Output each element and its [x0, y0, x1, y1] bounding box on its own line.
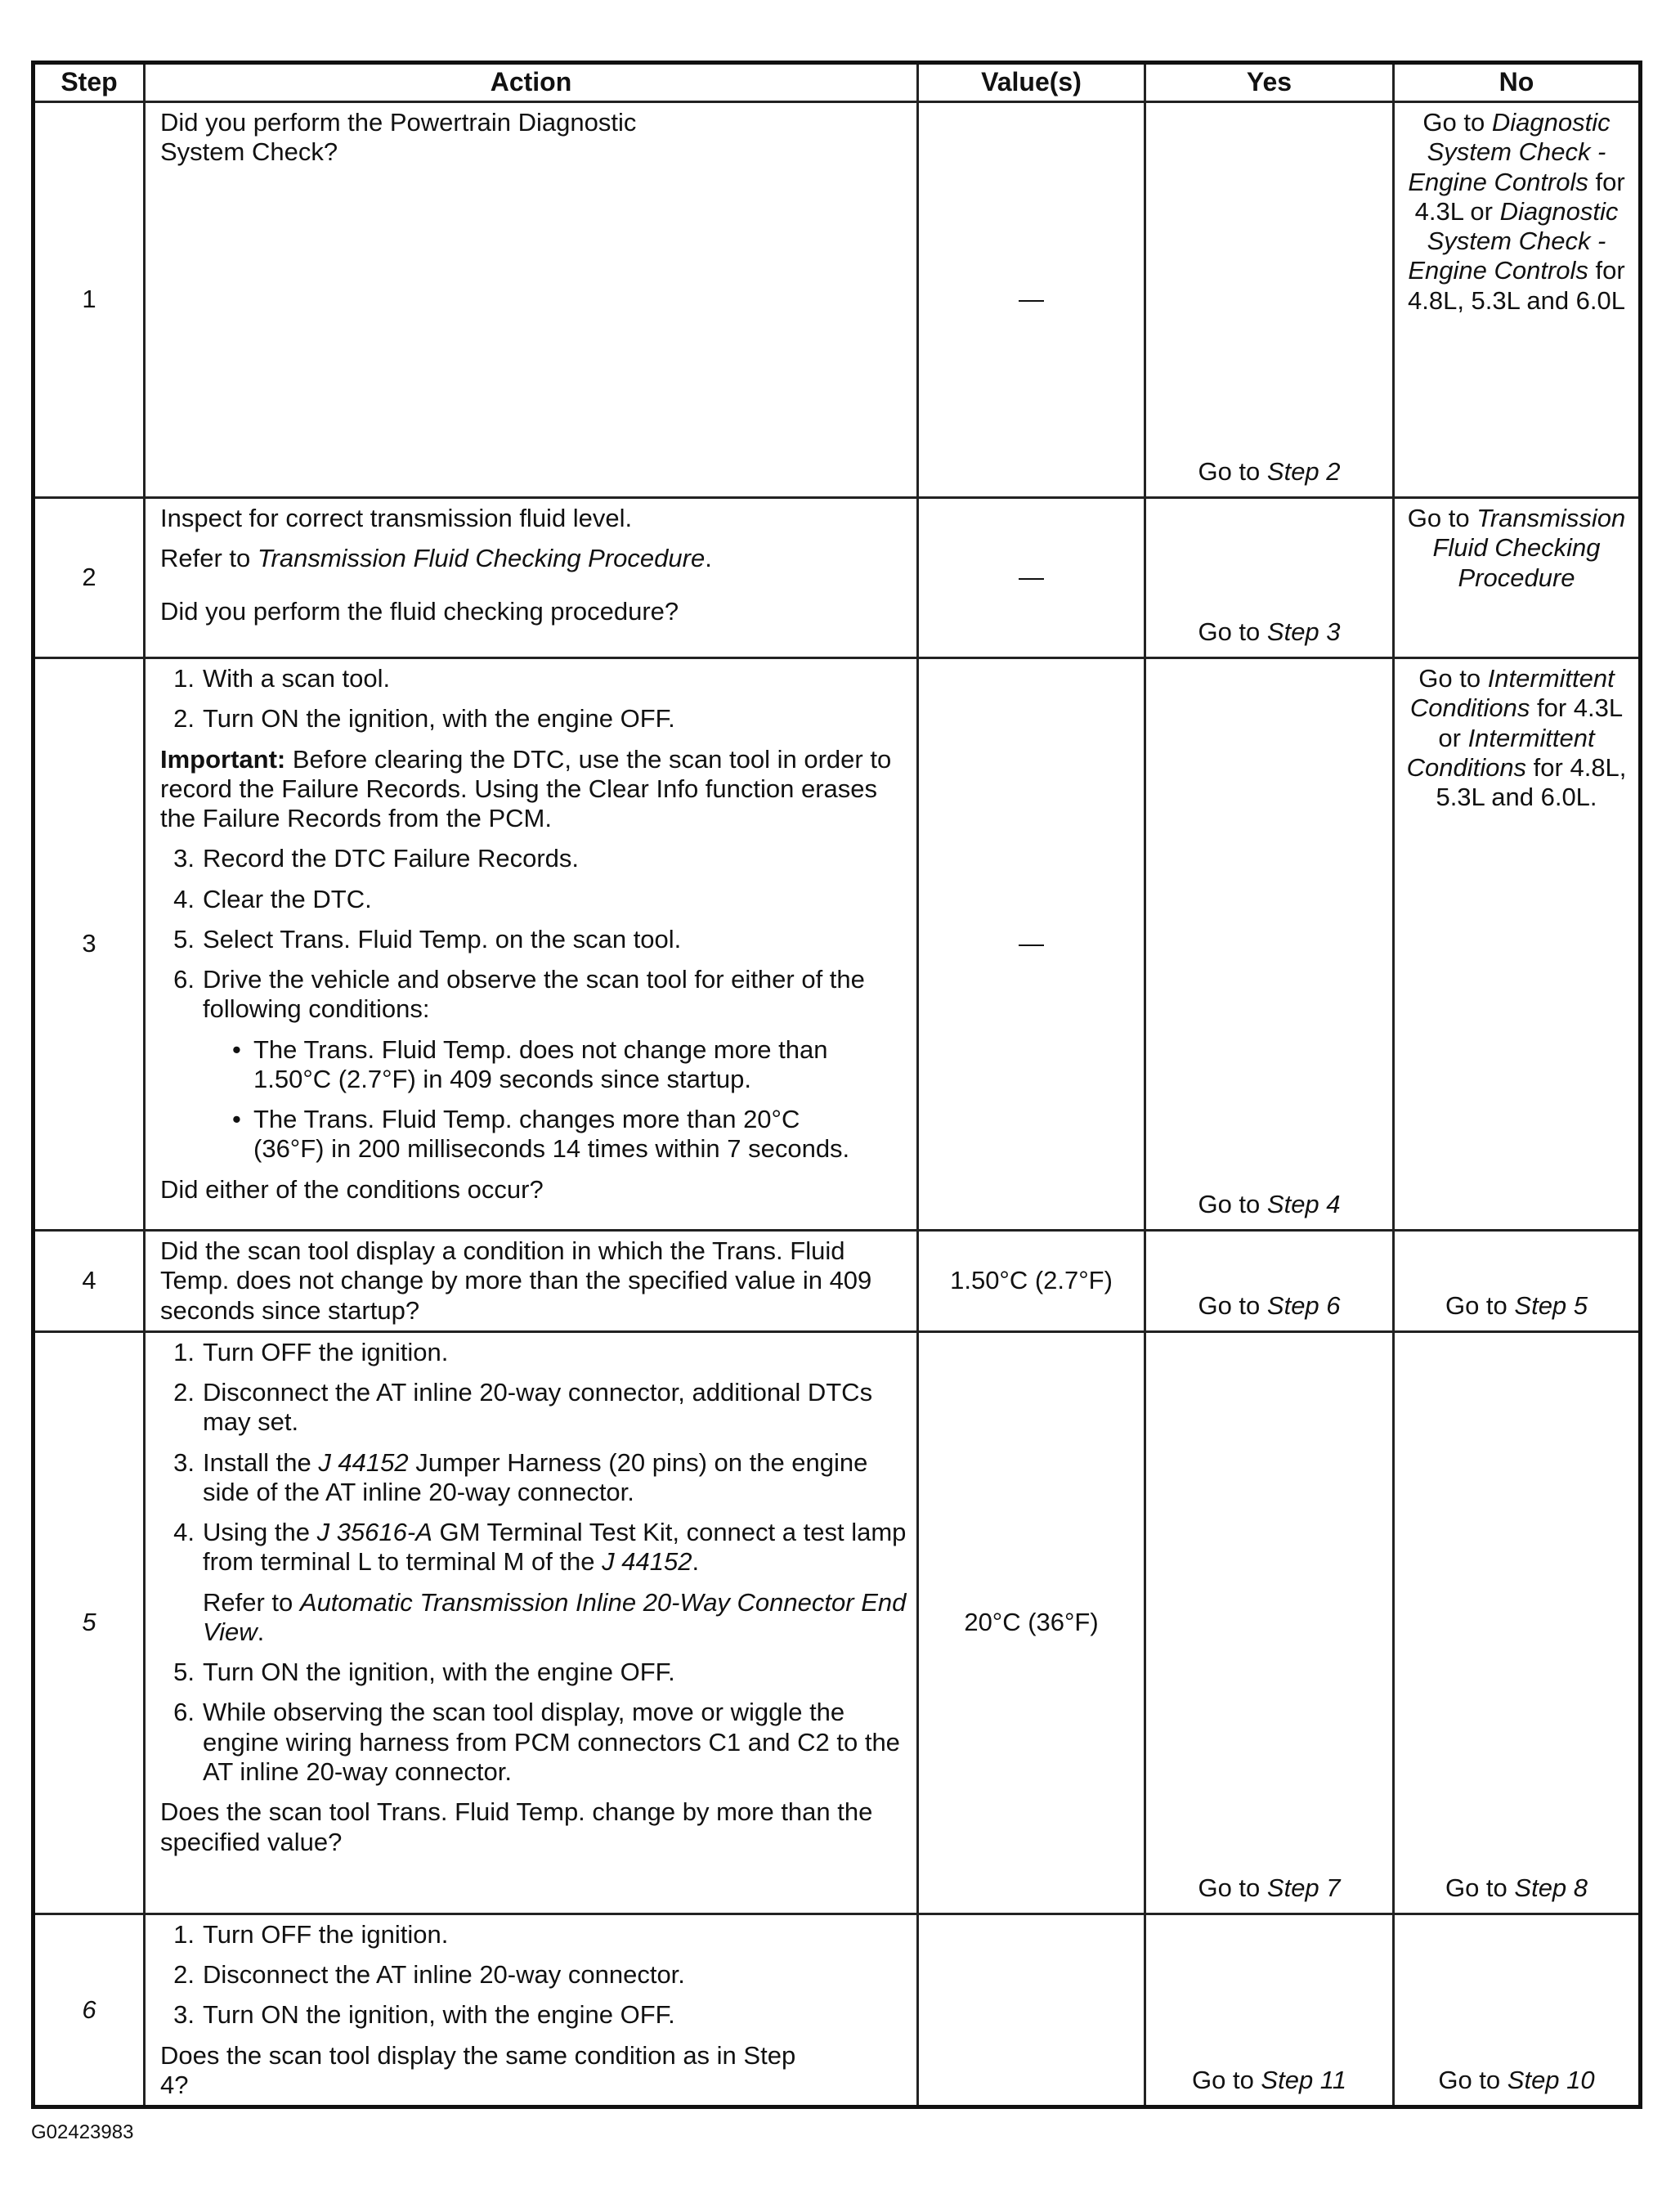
no-text: Go to	[1445, 1873, 1515, 1902]
list-item: 5. Turn ON the ignition, with the engine OFF.	[173, 1658, 675, 1687]
bullet-item: • The Trans. Fluid Temp. does not change more than 1.50°C (2.7°F) in 409 seconds since startup.	[232, 1034, 828, 1093]
action-text: Inspect for correct transmission fluid level.	[160, 504, 633, 532]
step-row-5	[34, 1331, 1641, 1914]
list-item: 3. Turn ON the ignition, with the engine OFF.	[173, 2000, 675, 2030]
procedure-link[interactable]: Transmission Fluid Checking Procedure	[257, 544, 706, 573]
bullet-icon: •	[232, 1034, 241, 1064]
value-cell: 20°C (36°F)	[918, 1331, 1145, 1914]
yes-cell	[1145, 102, 1394, 498]
no-text: Go to	[1422, 108, 1492, 137]
step-number: 5	[34, 1331, 145, 1914]
header-row	[34, 63, 1641, 102]
step-number: 4	[34, 1231, 145, 1332]
value-cell: —	[918, 102, 1145, 498]
step-row-3	[34, 658, 1641, 1231]
important-note: Important: Before clearing the DTC, use the scan tool in order to record the Failure Records. Using the Clear Info function erases the Failure Records from the PCM.	[160, 744, 892, 833]
action-cell	[145, 498, 918, 658]
action-cell	[145, 1914, 918, 2107]
header-step: Step	[34, 63, 145, 102]
bullet-icon: •	[232, 1105, 241, 1134]
yes-cell	[1145, 1331, 1394, 1914]
action-question: Did you perform the fluid checking procedure?	[160, 596, 679, 626]
step-row-4	[34, 1231, 1641, 1332]
no-step-link[interactable]: Step 8	[1514, 1873, 1588, 1902]
header-action: Action	[145, 63, 918, 102]
yes-text: Go to	[1191, 2065, 1261, 2094]
no-text: for 4.3L or	[1414, 167, 1625, 226]
value-cell: 1.50°C (2.7°F)	[918, 1231, 1145, 1332]
yes-text: Go to	[1198, 1189, 1267, 1218]
no-text: Go to	[1418, 664, 1488, 693]
no-procedure-link[interactable]: Diagnostic System Check - Engine Controls	[1408, 196, 1619, 285]
yes-text: Go to	[1198, 1873, 1267, 1902]
action-refer: Refer to Transmission Fluid Checking Procedure.	[160, 544, 712, 573]
list-item: 1. With a scan tool.	[173, 664, 391, 693]
step-number: 6	[34, 1914, 145, 2107]
list-item: 4. Clear the DTC.	[173, 884, 372, 913]
yes-cell	[1145, 1914, 1394, 2107]
action-question: Did either of the conditions occur?	[160, 1174, 544, 1204]
value-cell: —	[918, 658, 1145, 1231]
no-step-link[interactable]: Step 5	[1514, 1290, 1588, 1320]
no-procedure-link[interactable]: Transmission Fluid Checking Procedure	[1432, 504, 1626, 592]
no-cell	[1394, 1331, 1641, 1914]
list-item: 5. Select Trans. Fluid Temp. on the scan tool.	[173, 924, 682, 953]
no-text: for 4.8L, 5.3L and 6.0L.	[1436, 752, 1627, 812]
yes-text: Go to	[1198, 1290, 1267, 1320]
step-row-1	[34, 102, 1641, 498]
header-yes: Yes	[1145, 63, 1394, 102]
no-step-link[interactable]: Step 10	[1507, 2065, 1595, 2094]
step-number: 2	[34, 498, 145, 658]
no-procedure-link[interactable]: Intermittent Conditions	[1409, 664, 1615, 723]
action-question: Did you perform the Powertrain Diagnostic System Check?	[160, 108, 637, 167]
action-cell	[145, 102, 918, 498]
tool-link[interactable]: J 35616-A	[316, 1518, 432, 1547]
value-cell	[918, 1914, 1145, 2107]
yes-step-link[interactable]: Step 11	[1261, 2065, 1346, 2094]
step-row-2	[34, 498, 1641, 658]
tool-link[interactable]: J 44152	[602, 1547, 692, 1577]
no-text: Go to	[1407, 504, 1477, 532]
list-item: 6. Drive the vehicle and observe the scan tool for either of the following conditions:	[173, 965, 865, 1024]
list-item: 2. Disconnect the AT inline 20-way connector, additional DTCs may set.	[173, 1378, 873, 1437]
important-label: Important:	[160, 744, 286, 774]
yes-step-link[interactable]: Step 6	[1266, 1290, 1341, 1320]
yes-text: Go to	[1198, 617, 1267, 646]
action-cell	[145, 658, 918, 1231]
list-item: 2. Turn ON the ignition, with the engine OFF.	[173, 704, 675, 734]
list-item: 4. Using the J 35616-A GM Terminal Test Kit, connect a test lamp from terminal L to terminal M of the J 44152.	[173, 1518, 907, 1577]
procedure-link[interactable]: Automatic Transmission Inline 20-Way Connector End View	[203, 1587, 907, 1646]
yes-step-link[interactable]: Step 2	[1266, 456, 1341, 486]
action-cell	[145, 1231, 918, 1332]
no-cell	[1394, 1914, 1641, 2107]
list-item: 1. Turn OFF the ignition.	[173, 1919, 449, 1949]
list-item: 3. Record the DTC Failure Records.	[173, 844, 579, 873]
list-item: 2. Disconnect the AT inline 20-way connector.	[173, 1960, 685, 1990]
figure-id: G02423983	[31, 2121, 134, 2143]
tool-link[interactable]: J 44152	[318, 1447, 409, 1477]
no-text: for 4.8L, 5.3L and 6.0L	[1407, 256, 1626, 315]
no-procedure-link[interactable]: Diagnostic System Check - Engine Controls	[1408, 108, 1611, 196]
step-number: 3	[34, 658, 145, 1231]
value-cell: —	[918, 498, 1145, 658]
bullet-item: • The Trans. Fluid Temp. changes more than 20°C (36°F) in 200 milliseconds 14 times within 7 seconds.	[232, 1105, 850, 1164]
header-no: No	[1394, 63, 1641, 102]
header-values: Value(s)	[918, 63, 1145, 102]
yes-step-link[interactable]: Step 3	[1266, 617, 1341, 646]
yes-cell	[1145, 1231, 1394, 1332]
yes-step-link[interactable]: Step 4	[1266, 1189, 1341, 1218]
list-item: 3. Install the J 44152 Jumper Harness (20 pins) on the engine side of the AT inline 20-way connector.	[173, 1447, 868, 1506]
action-question: Does the scan tool display the same condition as in Step 4?	[160, 2040, 796, 2099]
no-cell	[1394, 498, 1641, 658]
no-text: Go to	[1438, 2065, 1508, 2094]
action-question: Did the scan tool display a condition in which the Trans. Fluid Temp. does not change by more than the specified value in 409 seconds since startup?	[160, 1236, 872, 1325]
action-refer: Refer to Automatic Transmission Inline 20-Way Connector End View.	[203, 1587, 907, 1646]
no-cell	[1394, 658, 1641, 1231]
yes-cell	[1145, 498, 1394, 658]
no-procedure-link[interactable]: Intermittent Conditions	[1406, 723, 1595, 782]
no-cell	[1394, 102, 1641, 498]
yes-step-link[interactable]: Step 7	[1266, 1873, 1341, 1902]
no-text: Go to	[1445, 1290, 1515, 1320]
no-cell	[1394, 1231, 1641, 1332]
step-number: 1	[34, 102, 145, 498]
step-row-6	[34, 1914, 1641, 2107]
diagnostic-table-container	[31, 61, 1642, 2109]
yes-cell	[1145, 658, 1394, 1231]
no-text: for 4.3L or	[1438, 693, 1624, 752]
list-item: 1. Turn OFF the ignition.	[173, 1337, 449, 1366]
action-question: Does the scan tool Trans. Fluid Temp. change by more than the specified value?	[160, 1797, 873, 1856]
yes-text: Go to	[1198, 456, 1267, 486]
diagnostic-table	[31, 61, 1642, 2109]
list-item: 6. While observing the scan tool display, move or wiggle the engine wiring harness from PCM connectors C1 and C2 to the AT inline 20-way connector.	[173, 1698, 900, 1786]
action-cell	[145, 1331, 918, 1914]
